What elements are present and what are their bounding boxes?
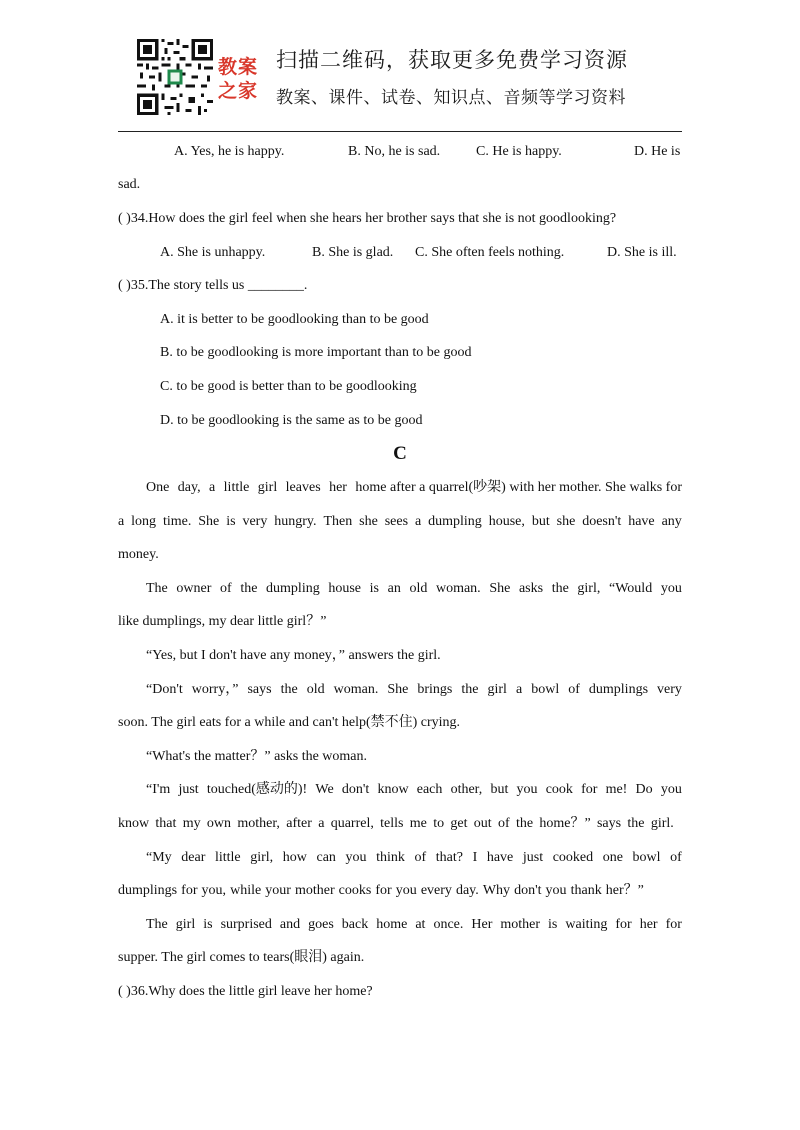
passage-word: of	[670, 850, 682, 865]
q34-option-a: A. She is unhappy.	[160, 245, 266, 260]
passage-word: a	[318, 816, 325, 831]
passage-word: dumplings	[118, 883, 178, 898]
passage-word: She	[198, 514, 220, 529]
passage-word: cooks	[338, 883, 372, 898]
passage-word: mother	[294, 883, 335, 898]
q34-stem: ( )34.How does the girl feel when she hears her brother says that she is not goodlooking?	[118, 211, 617, 226]
passage-word: just	[522, 850, 544, 865]
passage-word: my	[182, 816, 201, 831]
passage-word: a	[209, 480, 216, 495]
passage-word: “My	[146, 850, 172, 865]
passage-word: old	[409, 581, 428, 596]
passage-word: little	[214, 850, 241, 865]
passage-word: a	[515, 682, 523, 697]
passage-word: that	[155, 816, 177, 831]
passage-word: mother	[500, 917, 541, 932]
passage-word: an	[387, 581, 401, 596]
passage-word: dumpling	[428, 514, 482, 529]
passage-word: woman.	[333, 682, 379, 697]
passage-word: is	[369, 581, 379, 596]
passage-word: the	[627, 816, 645, 831]
passage-word: once.	[433, 917, 464, 932]
passage-p3: “Yes, but I don't have any money，” answers the girl.	[146, 648, 441, 663]
passage-word: quarrel,	[330, 816, 374, 831]
q33-option-c: C. He is happy.	[476, 144, 562, 159]
passage-word: woman.	[435, 581, 481, 596]
passage-word: leaves	[285, 480, 321, 495]
passage-word: girl	[487, 682, 507, 697]
passage-word: while	[230, 883, 262, 898]
passage-word: time.	[162, 514, 192, 529]
passage-p5: “What's the matter？” asks the woman.	[146, 749, 368, 764]
passage-word: sees	[384, 514, 409, 529]
passage-word: old	[306, 682, 325, 697]
passage-word: you	[345, 850, 367, 865]
passage-word: day.	[455, 883, 479, 898]
passage-p1-line1	[146, 479, 682, 497]
header-slogan: 扫描二维码，获取更多免费学习资源	[276, 48, 628, 72]
q33-option-b: B. No, he is sad.	[348, 144, 441, 159]
q33-option-a: A. Yes, he is happy.	[174, 144, 285, 159]
passage-word: bowl	[531, 682, 560, 697]
q34-option-b: B. She is glad.	[312, 245, 394, 260]
passage-word: each	[416, 782, 443, 797]
passage-word: other,	[450, 782, 483, 797]
passage-word: The	[146, 581, 168, 596]
q33-option-d-cont: sad.	[118, 177, 141, 192]
section-title: C	[393, 443, 407, 464]
q33-option-d: D. He is	[634, 144, 681, 159]
passage-word: The	[146, 917, 168, 932]
passage-word: the	[551, 581, 569, 596]
q34-option-c: C. She often feels nothing.	[415, 245, 565, 260]
passage-word: your	[265, 883, 291, 898]
passage-word: “I'm	[146, 782, 171, 797]
q36-stem: ( )36.Why does the little girl leave her home?	[118, 984, 373, 999]
passage-word: know	[377, 782, 409, 797]
passage-word: bowl	[632, 850, 661, 865]
passage-word: is	[203, 917, 213, 932]
passage-word: girl	[257, 480, 278, 495]
passage-word: the	[461, 682, 479, 697]
passage-word: you	[395, 883, 417, 898]
passage-p1-line2	[118, 513, 682, 531]
passage-word: the	[515, 816, 534, 831]
passage-word: have	[628, 514, 655, 529]
passage-word: Her	[471, 917, 493, 932]
passage-p2-line2: like dumplings, my dear little girl？”	[118, 614, 327, 629]
passage-word: We	[315, 782, 334, 797]
passage-word: Why	[482, 883, 511, 898]
passage-word: home	[376, 917, 408, 932]
passage-word: “Don't	[146, 682, 183, 697]
passage-word: girl	[175, 917, 196, 932]
q35-option-a: A. it is better to be goodlooking than to be good	[160, 312, 429, 327]
passage-word: Do	[635, 782, 653, 797]
page-header	[0, 0, 800, 135]
passage-word: Then	[323, 514, 353, 529]
passage-word: “Would	[609, 581, 653, 596]
passage-word: her？”	[605, 883, 644, 898]
passage-p1-line3: money.	[118, 547, 159, 562]
passage-word: how	[282, 850, 307, 865]
passage-word: is	[548, 917, 558, 932]
passage-word: her	[329, 480, 347, 495]
passage-word: a	[414, 514, 422, 529]
passage-word: you,	[201, 883, 227, 898]
q35-option-d: D. to be goodlooking is the same as to be good	[160, 413, 423, 428]
passage-word: you	[545, 883, 567, 898]
passage-word: me	[409, 816, 427, 831]
passage-p4-line1	[146, 681, 682, 699]
passage-word: worry，”	[191, 682, 239, 697]
passage-word: long	[131, 514, 157, 529]
passage-word: cook	[545, 782, 573, 797]
passage-word: any	[661, 514, 682, 529]
passage-word: a	[118, 514, 125, 529]
q35-stem: ( )35.The story tells us ________.	[118, 278, 308, 293]
passage-word: home？”	[539, 816, 591, 831]
passage-word: One	[146, 480, 170, 495]
passage-p6-line1	[146, 781, 682, 799]
passage-word: for	[581, 782, 598, 797]
passage-word: is	[226, 514, 236, 529]
passage-word: brings	[417, 682, 453, 697]
passage-word: every	[420, 883, 452, 898]
q34-option-d: D. She is ill.	[607, 245, 677, 260]
passage-word: after	[286, 816, 312, 831]
passage-word: doesn't	[582, 514, 622, 529]
header-divider	[118, 131, 682, 132]
passage-word: home after a quarrel(吵架) with her mother. She walks for	[355, 480, 682, 495]
passage-word: you	[660, 581, 682, 596]
passage-word: one	[602, 850, 623, 865]
header-subslogan: 教案、课件、试卷、知识点、音频等学习资料	[276, 88, 626, 108]
passage-word: says	[247, 682, 272, 697]
passage-p4-line2: soon. The girl eats for a while and can't help(禁不住) crying.	[118, 715, 461, 730]
passage-word: dumpling	[266, 581, 320, 596]
passage-word: she	[359, 514, 378, 529]
passage-word: don't	[514, 883, 542, 898]
passage-word: of	[497, 816, 510, 831]
passage-word: can	[316, 850, 336, 865]
passage-word: owner	[176, 581, 212, 596]
passage-word: of	[568, 682, 580, 697]
passage-word: waiting	[565, 917, 608, 932]
passage-word: get	[450, 816, 468, 831]
passage-word: girl,	[577, 581, 601, 596]
passage-word: dumplings	[588, 682, 649, 697]
passage-word: very	[657, 682, 682, 697]
passage-word: the	[240, 581, 258, 596]
q35-option-b: B. to be goodlooking is more important than to be good	[160, 345, 472, 360]
passage-word: I	[472, 850, 478, 865]
qr-code-icon	[137, 39, 213, 115]
passage-word: goes	[308, 917, 334, 932]
passage-word: girl,	[250, 850, 274, 865]
passage-word: have	[486, 850, 514, 865]
passage-word: cooked	[552, 850, 594, 865]
passage-word: know	[118, 816, 150, 831]
passage-word: and	[279, 917, 301, 932]
passage-word: but	[490, 782, 509, 797]
passage-word: back	[341, 917, 369, 932]
passage-word: for	[375, 883, 392, 898]
passage-word: surprised	[220, 917, 272, 932]
passage-word: of	[414, 850, 427, 865]
passage-word: but	[531, 514, 550, 529]
q35-option-c: C. to be good is better than to be goodlooking	[160, 379, 417, 394]
passage-word: mother,	[237, 816, 280, 831]
passage-word: that?	[435, 850, 463, 865]
passage-word: at	[415, 917, 426, 932]
passage-word: she	[556, 514, 576, 529]
site-logo	[218, 52, 272, 100]
logo-text-top: 教案	[218, 56, 259, 78]
passage-word: touched(感动的)!	[206, 782, 308, 797]
passage-word: you	[660, 782, 682, 797]
passage-word: little	[223, 480, 250, 495]
passage-word: hungry.	[274, 514, 317, 529]
passage-word: think	[376, 850, 405, 865]
passage-p8-line1	[146, 916, 682, 934]
passage-word: of	[220, 581, 232, 596]
passage-p8-line2: supper. The girl comes to tears(眼泪) again.	[118, 950, 365, 965]
passage-p7-line2	[118, 882, 644, 900]
passage-word: house	[328, 581, 362, 596]
passage-word: you	[516, 782, 538, 797]
passage-word: out	[473, 816, 492, 831]
passage-word: tells	[380, 816, 404, 831]
passage-word: thank	[570, 883, 602, 898]
passage-p6-line2	[118, 815, 674, 833]
passage-word: just	[178, 782, 199, 797]
passage-word: me!	[605, 782, 628, 797]
passage-word: She	[489, 581, 511, 596]
passage-word: very	[242, 514, 268, 529]
passage-word: says	[596, 816, 622, 831]
passage-word: asks	[518, 581, 544, 596]
passage-word: girl.	[650, 816, 674, 831]
passage-word: her	[639, 917, 658, 932]
passage-word: She	[387, 682, 409, 697]
passage-word: the	[280, 682, 298, 697]
passage-p2-line1	[146, 580, 682, 598]
passage-word: dear	[181, 850, 206, 865]
passage-word: to	[433, 816, 445, 831]
logo-text-bottom: 之家	[218, 80, 259, 102]
passage-word: for	[665, 917, 682, 932]
passage-word: for	[615, 917, 632, 932]
passage-word: for	[181, 883, 198, 898]
passage-p7-line1	[146, 849, 682, 867]
passage-word: day,	[177, 480, 201, 495]
passage-word: don't	[341, 782, 370, 797]
passage-word: house,	[488, 514, 525, 529]
passage-word: own	[206, 816, 232, 831]
